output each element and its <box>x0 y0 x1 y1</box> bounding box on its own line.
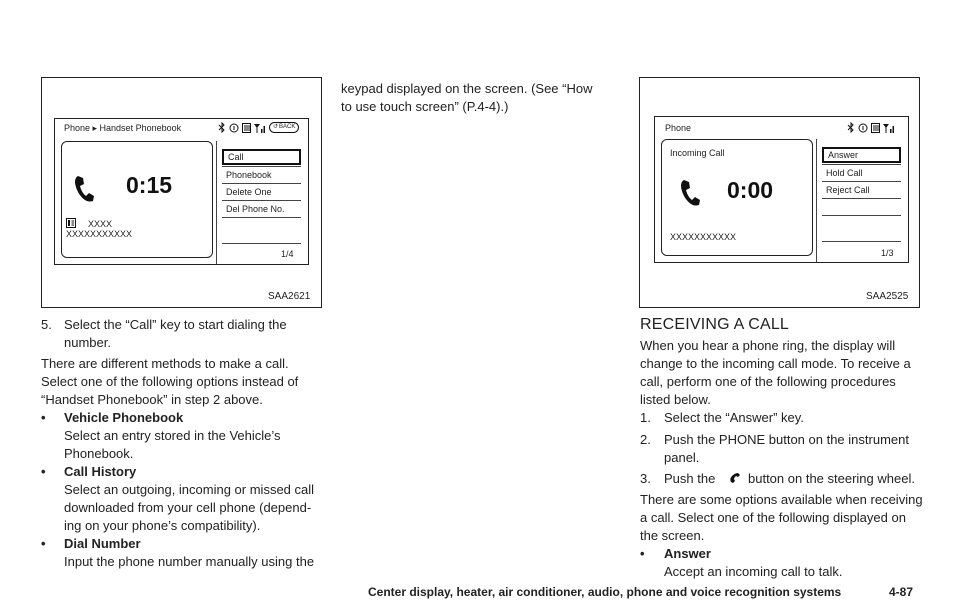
screen-title: Phone <box>665 123 692 133</box>
intro-line-2: change to the incoming call mode. To receive a <box>640 356 911 371</box>
call-info-pane <box>661 139 813 256</box>
section-heading: RECEIVING A CALL <box>640 316 790 333</box>
answer-bullet-line-1: Accept an incoming call to talk. <box>664 564 843 579</box>
options-line-3: the screen. <box>640 528 705 543</box>
intro-line-3: call, perform one of the following procedures <box>640 374 896 389</box>
menu-item-hold-call[interactable]: Hold Call <box>822 164 901 180</box>
contact-number: XXXXXXXXXXX <box>66 229 133 239</box>
bullet-1-line-1: Select an entry stored in the Vehicle’s <box>64 428 281 443</box>
step-5-number: 5. <box>41 317 52 332</box>
bullet-dot: • <box>41 464 46 479</box>
contact-name: XXXX <box>88 219 113 229</box>
bluetooth-icon <box>847 122 855 133</box>
figure-handset-phonebook <box>41 77 322 308</box>
handset-icon <box>678 178 704 208</box>
options-line-2: a call. Select one of the following displayed on <box>640 510 906 525</box>
display-screen <box>654 116 909 263</box>
options-line-1: There are some options available when receiving <box>640 492 923 507</box>
bullet-1-title: Vehicle Phonebook <box>64 410 184 425</box>
info-icon <box>229 123 239 133</box>
bullet-3-line-1: Input the phone number manually using the <box>64 554 315 569</box>
bullet-3-title: Dial Number <box>64 536 141 551</box>
menu-item-reject-call[interactable]: Reject Call <box>822 181 901 197</box>
step-3-number: 3. <box>640 471 651 486</box>
footer-section-title: Center display, heater, air conditioner, audio, phone and voice recognition systems <box>368 585 842 599</box>
bullet-1-line-2: Phonebook. <box>64 446 134 461</box>
menu-item-empty <box>822 198 901 214</box>
display-screen <box>54 118 309 265</box>
menu-list <box>222 149 301 244</box>
call-info-pane <box>61 141 213 258</box>
signal-icon <box>883 123 895 133</box>
back-button[interactable] <box>269 122 299 133</box>
status-bar <box>847 122 895 133</box>
step-5-line-1: Select the “Call” key to start dialing the <box>64 317 287 332</box>
bullet-dot: • <box>41 410 46 425</box>
bullet-2-line-3: ing on your phone’s compatibility). <box>64 518 261 533</box>
column-2-line-1: keypad displayed on the screen. (See “How <box>341 81 593 96</box>
handset-icon <box>72 174 98 204</box>
bullet-dot: • <box>640 546 645 561</box>
bullet-2-line-2: downloaded from your cell phone (depend- <box>64 500 312 515</box>
menu-item-delete-one[interactable]: Delete One <box>222 183 301 199</box>
step-2-number: 2. <box>640 432 651 447</box>
paragraph-line-1: There are different methods to make a call. <box>41 356 289 371</box>
bullet-2-line-1: Select an outgoing, incoming or missed call <box>64 482 315 497</box>
intro-line-1: When you hear a phone ring, the display will <box>640 338 896 353</box>
paragraph-line-3: “Handset Phonebook” in step 2 above. <box>41 392 263 407</box>
page-indicator: 1/4 <box>281 249 294 259</box>
menu-item-empty <box>822 215 901 231</box>
bluetooth-icon <box>218 122 226 133</box>
step-2-line-1: Push the PHONE button on the instrument <box>664 432 909 447</box>
status-bar <box>218 122 299 133</box>
menu-item-empty <box>222 217 301 233</box>
footer-page-number: 4-87 <box>889 585 914 599</box>
figure-incoming-call <box>639 77 920 308</box>
step-1-text: Select the “Answer” key. <box>664 410 804 425</box>
paragraph-line-2: Select one of the following options instead of <box>41 374 299 389</box>
menu-item-phonebook[interactable]: Phonebook <box>222 166 301 182</box>
figure-label: SAA2525 <box>866 291 909 302</box>
phonebook-contact-icon <box>66 218 76 228</box>
info-icon <box>858 123 868 133</box>
menu-item-del-phone-no[interactable]: Del Phone No. <box>222 200 301 216</box>
screen-title: Phone ▸ Handset Phonebook <box>64 123 182 133</box>
menu-item-answer[interactable]: Answer <box>822 147 901 163</box>
back-arrow-icon: ↺ <box>273 124 279 130</box>
battery-icon <box>242 123 251 133</box>
call-timer: 0:15 <box>126 172 173 198</box>
call-timer: 0:00 <box>727 177 774 203</box>
step-2-line-2: panel. <box>664 450 700 465</box>
contact-number: XXXXXXXXXXX <box>670 232 737 242</box>
steering-phone-icon <box>728 471 742 485</box>
battery-icon <box>871 123 880 133</box>
back-label: BACK <box>279 124 296 130</box>
step-3-text-b: button on the steering wheel. <box>748 471 915 486</box>
step-3-text-a: Push the <box>664 471 716 486</box>
answer-bullet-title: Answer <box>664 546 711 561</box>
bullet-dot: • <box>41 536 46 551</box>
intro-line-4: listed below. <box>640 392 711 407</box>
step-5-line-2: number. <box>64 335 111 350</box>
divider <box>816 139 817 262</box>
step-1-number: 1. <box>640 410 651 425</box>
divider <box>216 141 217 264</box>
page-indicator: 1/3 <box>881 248 894 258</box>
column-2-line-2: to use touch screen” (P.4-4).) <box>341 99 509 114</box>
signal-icon <box>254 123 266 133</box>
figure-label: SAA2621 <box>268 291 311 302</box>
menu-list <box>822 147 901 242</box>
bullet-2-title: Call History <box>64 464 137 479</box>
incoming-call-label: Incoming Call <box>670 148 725 158</box>
menu-item-call[interactable]: Call <box>222 149 301 165</box>
